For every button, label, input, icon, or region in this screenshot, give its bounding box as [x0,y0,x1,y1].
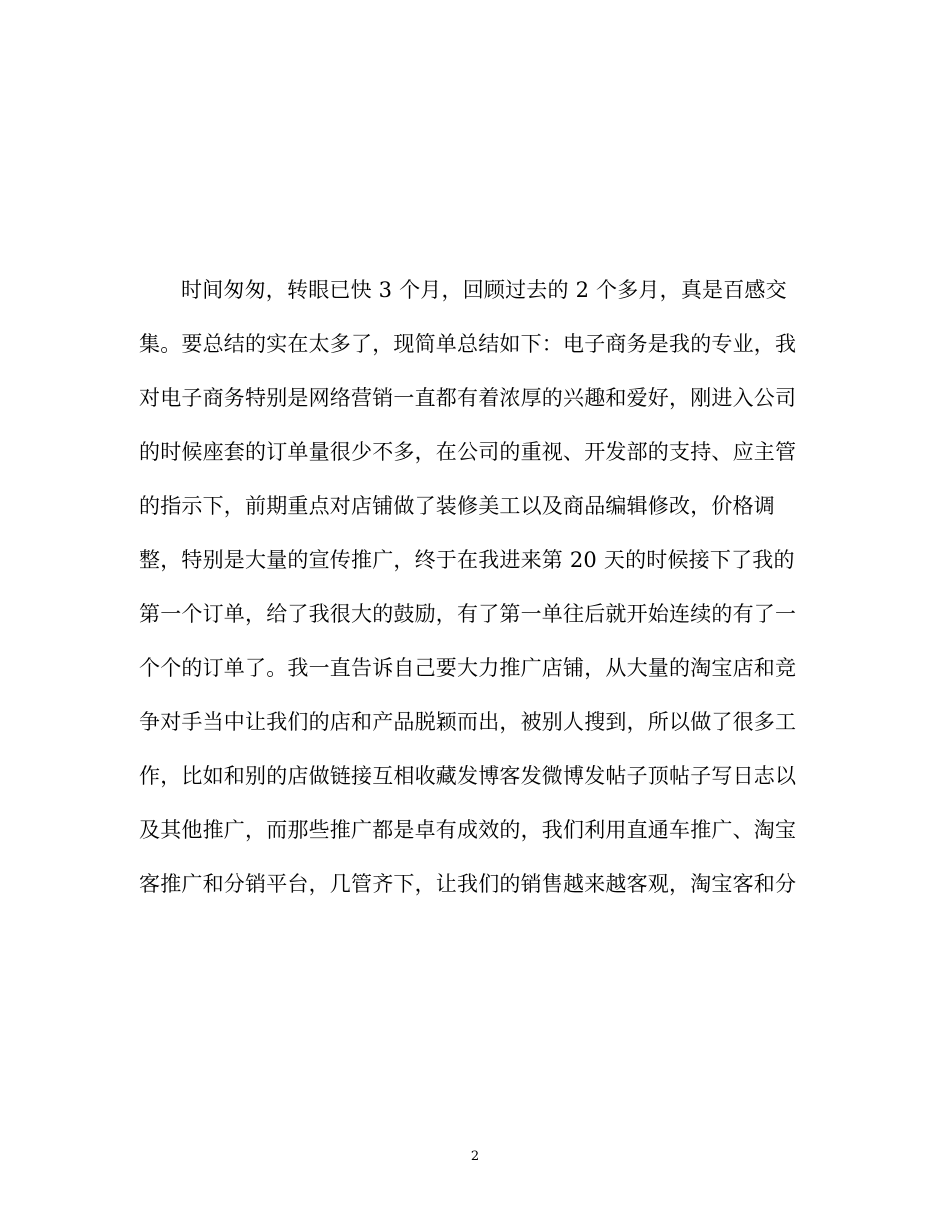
text-line: 客推广和分销平台，几管齐下，让我们的销售越来越客观，淘宝客和分 [139,872,797,896]
text-line: 整，特别是大量的宣传推广，终于在我进来第 20 天的时候接下了我的 [139,548,795,572]
body-paragraph [139,263,819,911]
text-line: 的指示下，前期重点对店铺做了装修美工以及商品编辑修改，价格调 [139,494,775,518]
text-line: 及其他推广，而那些推广都是卓有成效的，我们利用直通车推广、淘宝 [139,818,797,842]
text-line: 个个的订单了。我一直告诉自己要大力推广店铺，从大量的淘宝店和竞 [139,656,797,680]
text-line: 争对手当中让我们的店和产品脱颖而出，被别人搜到，所以做了很多工 [139,710,797,734]
text-line: 对电子商务特别是网络营销一直都有着浓厚的兴趣和爱好，刚进入公司 [139,386,797,410]
text-line: 作，比如和别的店做链接互相收藏发博客发微博发帖子顶帖子写日志以 [139,764,797,788]
text-line: 时间匆匆，转眼已快 3 个月，回顾过去的 2 个多月，真是百感交 [181,278,787,302]
text-line: 的时候座套的订单量很少不多，在公司的重视、开发部的支持、应主管 [139,440,797,464]
text-line: 第一个订单，给了我很大的鼓励，有了第一单往后就开始连续的有了一 [139,602,797,626]
text-line: 集。要总结的实在太多了，现简单总结如下：电子商务是我的专业，我 [139,332,797,356]
page-number: 2 [470,1149,480,1164]
